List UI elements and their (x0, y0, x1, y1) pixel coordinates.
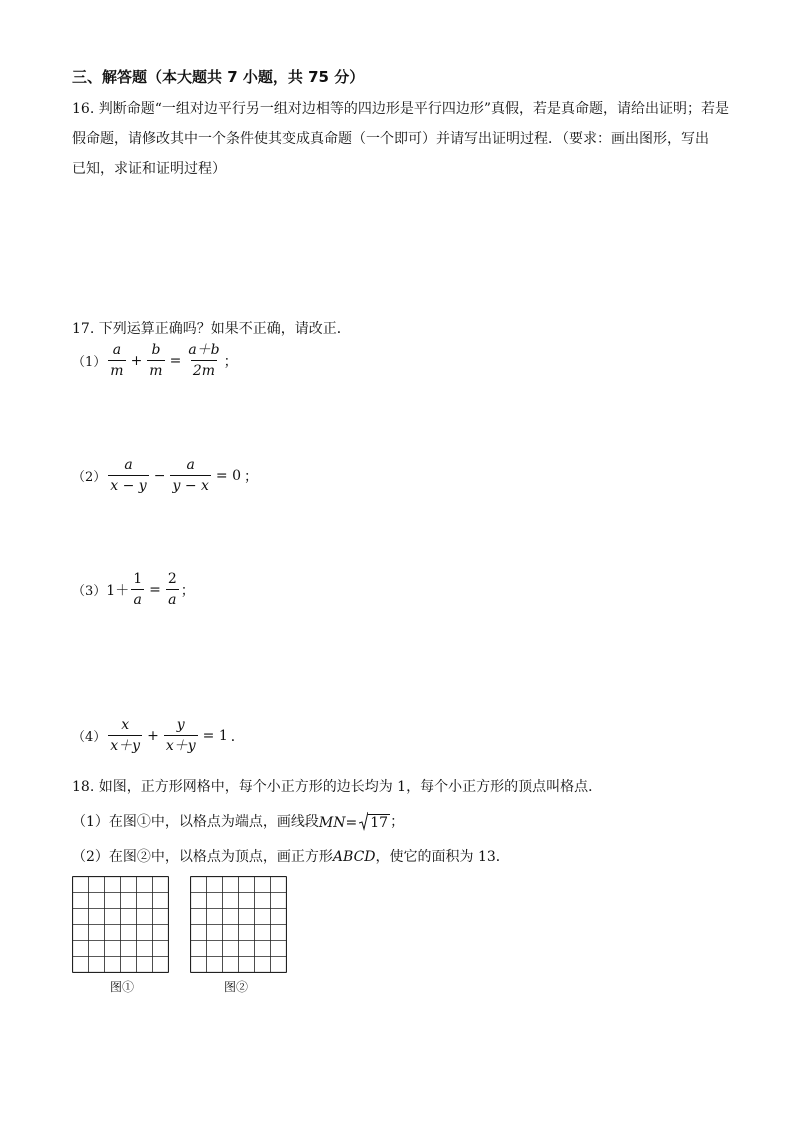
q16-line-2: 假命题，请修改其中一个条件使其变成真命题（一个即可）并请写出证明过程．（要求：画出图形，写出 (72, 131, 709, 147)
grid-figure-1 (72, 876, 169, 973)
q18-part-2: （2）在图②中，以格点为顶点，画正方形ABCD，使它的面积为 13． (72, 849, 510, 865)
fraction: $\frac{y}{x+y}$ (165, 717, 196, 754)
fraction: $\frac{b}{m}$ (149, 342, 163, 379)
fraction: $\frac{a}{x - y}$ (110, 457, 147, 494)
fraction: $\frac{a}{m}$ (110, 342, 124, 379)
square-root: 17 (359, 811, 390, 831)
q16-line-1: 16. 判断命题“一组对边平行另一组对边相等的四边形是平行四边形”真假，若是真命题，请给出证明；若是 (72, 101, 730, 117)
question-16 (72, 94, 732, 184)
q18-stem: 18. 如图，正方形网格中，每个小正方形的边长均为 1，每个小正方形的顶点叫格点． (72, 779, 603, 795)
grid-figure-2 (190, 876, 287, 973)
q17-item-4: （4） $\frac{x}{x+y}$ + $\frac{y}{x+y}$ = 1 ． (72, 717, 245, 754)
q18-part-1: （1）在图①中，以格点为端点，画线段 MN = 17 ； (72, 811, 404, 831)
q17-item-2: （2） $\frac{a}{x - y}$ − $\frac{a}{y - x}$ = 0 ； (72, 457, 258, 494)
figure-1-caption: 图① (110, 980, 135, 994)
radical-sign-icon (359, 811, 368, 831)
q17-stem: 17. 下列运算正确吗？如果不正确，请改正． (72, 321, 351, 337)
fraction: $\frac{a}{y - x}$ (172, 457, 209, 494)
q17-item-3: （3） 1＋ $\frac{1}{a}$ = $\frac{2}{a}$ ； (72, 571, 195, 608)
figure-2-caption: 图② (224, 980, 249, 994)
fraction: $\frac{1}{a}$ (133, 571, 143, 608)
section-title: 三、解答题（本大题共 7 小题，共 75 分） (72, 68, 365, 86)
fraction: $\frac{a+b}{2m}$ (188, 342, 220, 379)
q17-item-1: （1） $\frac{a}{m}$ + $\frac{b}{m}$ = $\frac{a+b}{2m}$ ； (72, 342, 238, 379)
fraction: $\frac{2}{a}$ (167, 571, 177, 608)
q16-line-3: 已知，求证和证明过程） (72, 161, 226, 177)
fraction: $\frac{x}{x+y}$ (110, 717, 141, 754)
